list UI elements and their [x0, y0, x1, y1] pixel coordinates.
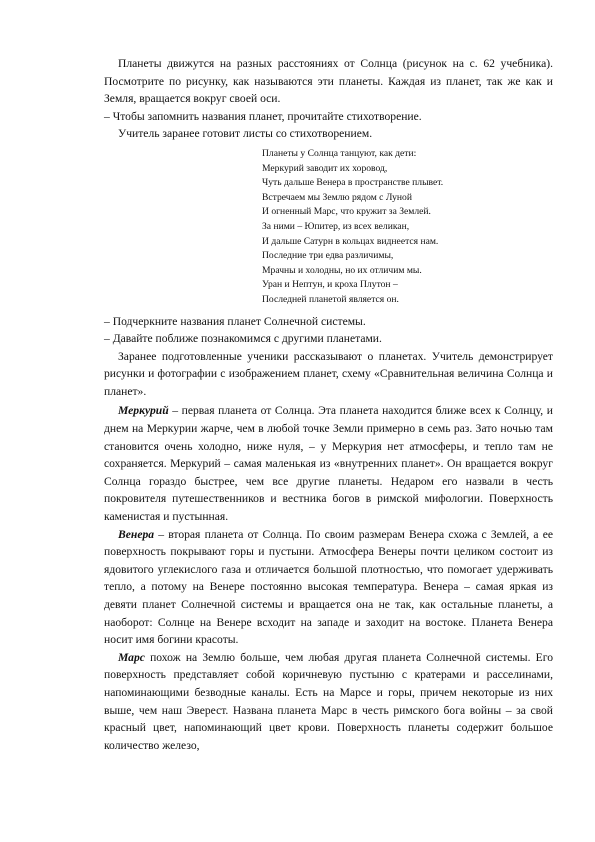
mercury-term: Меркурий: [118, 404, 169, 418]
mars-text: похож на Землю больше, чем любая другая планета Солнечной системы. Его поверхность представляет собой коричневую пустыню с кратерами и расселинами, напоминающими безводные каналы. Есть на Марсе и горы, причем некоторые из них выше, чем наш Эверест. Названа планета Марс в честь римского бога войны – за свой красный цвет, напоминающий цвет крови. Поверхность планеты содержит большое количество железо,: [104, 650, 553, 752]
poem-line: Чуть дальше Венера в пространстве плывет.: [262, 177, 444, 189]
document-body: [104, 55, 553, 754]
mars-term: Марс: [118, 650, 145, 664]
mercury-text: – первая планета от Солнца. Эта планета находится ближе всех к Солнцу, и днем на Меркурии жарче, чем в любой точке Земли примерно в семь раз. Зато ночью там становится очень холодно, ниже нуля, – у Меркурия нет атмосферы, и тепло там не сохраняется. Меркурий – самая маленькая из «внутренних планет». Он вращается вокруг Солнца гораздо быстрее, чем все другие планеты. Недаром его назвали в честь покровителя путешественников и вестника богов в римской мифологии. Поверхность каменистая и пустынная.: [104, 404, 553, 524]
students-paragraph: Заранее подготовленные ученики рассказывают о планетах. Учитель демонстрирует рисунки и фотографии с изображением планет, схему «Сравнительная величина Солнца и планет».: [104, 349, 553, 398]
poem-line: И огненный Марс, что кружит за Землей.: [262, 206, 431, 218]
venus-paragraph: [104, 526, 553, 649]
poem-line: И дальше Сатурн в кольцах виднеется нам.: [262, 235, 439, 247]
venus-term: Венера: [118, 527, 155, 541]
poem-line: Мрачны и холодны, но их отличим мы.: [262, 264, 422, 276]
poem: [262, 147, 553, 308]
poem-line: Последней планетой является он.: [262, 293, 399, 305]
poem-line: Встречаем мы Землю рядом с Луной: [262, 191, 412, 203]
intro-paragraph-1: Планеты движутся на разных расстояниях от Солнца (рисунок на с. 62 учебника). Посмотрите по рисунку, как называются эти планеты. Каждая из планет, так же как и Земля, вращается вокруг своей оси.: [104, 57, 553, 106]
poem-line: Последние три едва различимы,: [262, 250, 394, 262]
task-paragraph-2: – Давайте поближе познакомимся с другими планетами.: [104, 332, 382, 346]
poem-line: Планеты у Солнца танцуют, как дети:: [262, 147, 417, 159]
venus-text: – вторая планета от Солнца. По своим размерам Венера схожа с Землей, а ее поверхность покрывают горы и пустыни. Атмосфера Венеры почти целиком состоит из ядовитого углекислого газа и отличается большой плотностью, что помогает удерживать тепло, а потому на Венере постоянно высокая температура. Венера – самая яркая из девяти планет Солнечной системы и вращается она не так, как остальные планеты, а наоборот: Солнце на Венере всходит на западе и заходит на востоке. Планета Венера носит имя богини красоты.: [104, 527, 553, 647]
intro-paragraph-3: Учитель заранее готовит листы со стихотворением.: [118, 127, 373, 141]
intro-paragraph-2: – Чтобы запомнить названия планет, прочитайте стихотворение.: [104, 109, 422, 123]
mercury-paragraph: [104, 402, 553, 525]
poem-line: Уран и Нептун, и кроха Плутон –: [262, 279, 398, 291]
task-paragraph-1: – Подчеркните названия планет Солнечной системы.: [104, 314, 366, 328]
poem-line: За ними – Юпитер, из всех великан,: [262, 220, 410, 232]
mars-paragraph: [104, 649, 553, 755]
poem-line: Меркурий заводит их хоровод,: [262, 162, 388, 174]
